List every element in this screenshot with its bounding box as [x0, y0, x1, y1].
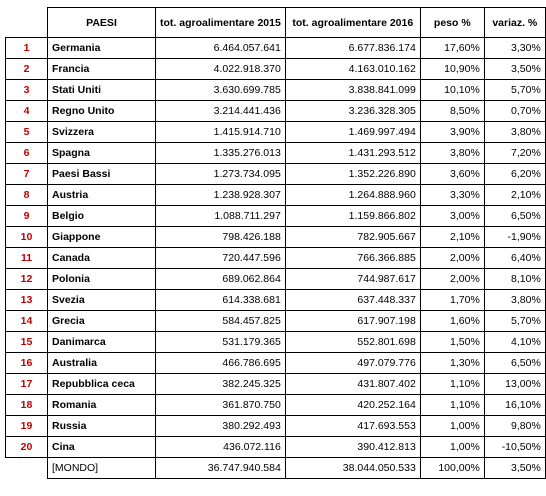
- header-total-2015: tot. agroalimentare 2015: [156, 8, 286, 38]
- row-share: 3,30%: [420, 185, 484, 206]
- row-change: 3,80%: [484, 290, 545, 311]
- table-row: [6, 122, 546, 143]
- row-total-2016: 617.907.198: [285, 311, 420, 332]
- row-change: 4,10%: [484, 332, 545, 353]
- row-share: 1,00%: [420, 416, 484, 437]
- row-total-2015: 4.022.918.370: [156, 59, 286, 80]
- row-rank: 1: [6, 38, 48, 59]
- row-change: -10,50%: [484, 437, 545, 458]
- header-country: PAESI: [48, 8, 156, 38]
- row-share: 2,10%: [420, 227, 484, 248]
- row-change: 9,80%: [484, 416, 545, 437]
- row-rank: 18: [6, 395, 48, 416]
- row-change: 8,10%: [484, 269, 545, 290]
- row-rank: 9: [6, 206, 48, 227]
- header-row: [6, 8, 546, 38]
- table-row: [6, 227, 546, 248]
- table-row: [6, 206, 546, 227]
- row-total-2016: 1.469.997.494: [285, 122, 420, 143]
- row-total-2016: 390.412.813: [285, 437, 420, 458]
- row-share: 3,00%: [420, 206, 484, 227]
- row-total-2016: 744.987.617: [285, 269, 420, 290]
- table-row: [6, 332, 546, 353]
- row-rank: 12: [6, 269, 48, 290]
- row-change: 2,10%: [484, 185, 545, 206]
- row-share: 3,60%: [420, 164, 484, 185]
- row-share: 3,90%: [420, 122, 484, 143]
- table-row: [6, 437, 546, 458]
- row-total-2016: 552.801.698: [285, 332, 420, 353]
- row-total-2015: 1.088.711.297: [156, 206, 286, 227]
- row-change: 7,20%: [484, 143, 545, 164]
- row-total-2015: 1.415.914.710: [156, 122, 286, 143]
- row-total-2015: 1.238.928.307: [156, 185, 286, 206]
- row-share: 1,00%: [420, 437, 484, 458]
- table-row: [6, 374, 546, 395]
- row-total-2015: 614.338.681: [156, 290, 286, 311]
- row-rank: 14: [6, 311, 48, 332]
- row-share: 1,10%: [420, 395, 484, 416]
- row-rank: 13: [6, 290, 48, 311]
- row-rank: 8: [6, 185, 48, 206]
- row-total-2015: 436.072.116: [156, 437, 286, 458]
- row-country: Austria: [48, 185, 156, 206]
- row-total-2015: 689.062.864: [156, 269, 286, 290]
- row-rank: 5: [6, 122, 48, 143]
- table-row: [6, 353, 546, 374]
- row-total-2015: 466.786.695: [156, 353, 286, 374]
- row-total-2015: 531.179.365: [156, 332, 286, 353]
- total-2016: 38.044.050.533: [285, 458, 420, 479]
- row-country: Regno Unito: [48, 101, 156, 122]
- row-country: Grecia: [48, 311, 156, 332]
- row-rank: 11: [6, 248, 48, 269]
- row-total-2016: 3.236.328.305: [285, 101, 420, 122]
- row-share: 10,10%: [420, 80, 484, 101]
- row-total-2015: 1.273.734.095: [156, 164, 286, 185]
- row-share: 3,80%: [420, 143, 484, 164]
- row-total-2015: 361.870.750: [156, 395, 286, 416]
- row-share: 2,00%: [420, 269, 484, 290]
- row-total-2015: 6.464.057.641: [156, 38, 286, 59]
- total-rank-blank: [6, 458, 48, 479]
- row-country: Australia: [48, 353, 156, 374]
- row-share: 1,30%: [420, 353, 484, 374]
- row-total-2015: 3.214.441.436: [156, 101, 286, 122]
- row-rank: 17: [6, 374, 48, 395]
- row-total-2015: 380.292.493: [156, 416, 286, 437]
- header-rank-blank: [6, 8, 48, 38]
- row-total-2016: 420.252.164: [285, 395, 420, 416]
- row-change: 6,20%: [484, 164, 545, 185]
- table-row: [6, 164, 546, 185]
- row-change: 13,00%: [484, 374, 545, 395]
- row-total-2015: 798.426.188: [156, 227, 286, 248]
- row-country: Paesi Bassi: [48, 164, 156, 185]
- total-country: [MONDO]: [48, 458, 156, 479]
- table-row: [6, 290, 546, 311]
- row-rank: 6: [6, 143, 48, 164]
- row-change: 5,70%: [484, 311, 545, 332]
- row-total-2016: 766.366.885: [285, 248, 420, 269]
- row-rank: 10: [6, 227, 48, 248]
- row-rank: 19: [6, 416, 48, 437]
- row-total-2016: 1.431.293.512: [285, 143, 420, 164]
- row-total-2016: 497.079.776: [285, 353, 420, 374]
- row-rank: 4: [6, 101, 48, 122]
- row-share: 17,60%: [420, 38, 484, 59]
- row-total-2016: 782.905.667: [285, 227, 420, 248]
- row-country: Romania: [48, 395, 156, 416]
- row-rank: 2: [6, 59, 48, 80]
- header-share: peso %: [420, 8, 484, 38]
- row-total-2015: 720.447.596: [156, 248, 286, 269]
- row-share: 8,50%: [420, 101, 484, 122]
- row-country: Spagna: [48, 143, 156, 164]
- row-total-2016: 431.807.402: [285, 374, 420, 395]
- table-row: [6, 101, 546, 122]
- row-rank: 3: [6, 80, 48, 101]
- row-country: Francia: [48, 59, 156, 80]
- row-country: Canada: [48, 248, 156, 269]
- row-share: 1,70%: [420, 290, 484, 311]
- row-total-2016: 4.163.010.162: [285, 59, 420, 80]
- total-row: [6, 458, 546, 479]
- row-country: Polonia: [48, 269, 156, 290]
- row-change: 16,10%: [484, 395, 545, 416]
- table-row: [6, 269, 546, 290]
- row-total-2016: 1.264.888.960: [285, 185, 420, 206]
- row-change: 3,80%: [484, 122, 545, 143]
- row-total-2016: 637.448.337: [285, 290, 420, 311]
- row-change: 6,50%: [484, 206, 545, 227]
- table-row: [6, 248, 546, 269]
- row-country: Belgio: [48, 206, 156, 227]
- row-total-2015: 584.457.825: [156, 311, 286, 332]
- row-share: 2,00%: [420, 248, 484, 269]
- row-change: 6,50%: [484, 353, 545, 374]
- row-total-2015: 1.335.276.013: [156, 143, 286, 164]
- agrifood-export-table: [5, 7, 546, 479]
- header-change: variaz. %: [484, 8, 545, 38]
- row-country: Russia: [48, 416, 156, 437]
- row-change: 5,70%: [484, 80, 545, 101]
- row-rank: 16: [6, 353, 48, 374]
- row-share: 1,10%: [420, 374, 484, 395]
- row-country: Stati Uniti: [48, 80, 156, 101]
- table-row: [6, 185, 546, 206]
- row-total-2016: 6.677.836.174: [285, 38, 420, 59]
- table-row: [6, 80, 546, 101]
- table-row: [6, 416, 546, 437]
- total-2015: 36.747.940.584: [156, 458, 286, 479]
- total-change: 3,50%: [484, 458, 545, 479]
- row-share: 1,50%: [420, 332, 484, 353]
- table-row: [6, 59, 546, 80]
- table-row: [6, 395, 546, 416]
- export-table-container: [5, 7, 546, 479]
- row-country: Svezia: [48, 290, 156, 311]
- row-total-2016: 417.693.553: [285, 416, 420, 437]
- row-country: Svizzera: [48, 122, 156, 143]
- row-total-2016: 3.838.841.099: [285, 80, 420, 101]
- table-row: [6, 38, 546, 59]
- total-share: 100,00%: [420, 458, 484, 479]
- row-country: Repubblica ceca: [48, 374, 156, 395]
- table-row: [6, 311, 546, 332]
- header-total-2016: tot. agroalimentare 2016: [285, 8, 420, 38]
- row-total-2015: 382.245.325: [156, 374, 286, 395]
- row-rank: 7: [6, 164, 48, 185]
- table-row: [6, 143, 546, 164]
- row-country: Cina: [48, 437, 156, 458]
- row-total-2016: 1.352.226.890: [285, 164, 420, 185]
- row-rank: 15: [6, 332, 48, 353]
- row-country: Germania: [48, 38, 156, 59]
- row-country: Giappone: [48, 227, 156, 248]
- row-rank: 20: [6, 437, 48, 458]
- row-change: 6,40%: [484, 248, 545, 269]
- row-share: 10,90%: [420, 59, 484, 80]
- row-total-2015: 3.630.699.785: [156, 80, 286, 101]
- row-change: 0,70%: [484, 101, 545, 122]
- row-change: 3,30%: [484, 38, 545, 59]
- row-country: Danimarca: [48, 332, 156, 353]
- row-share: 1,60%: [420, 311, 484, 332]
- row-change: 3,50%: [484, 59, 545, 80]
- row-change: -1,90%: [484, 227, 545, 248]
- row-total-2016: 1.159.866.802: [285, 206, 420, 227]
